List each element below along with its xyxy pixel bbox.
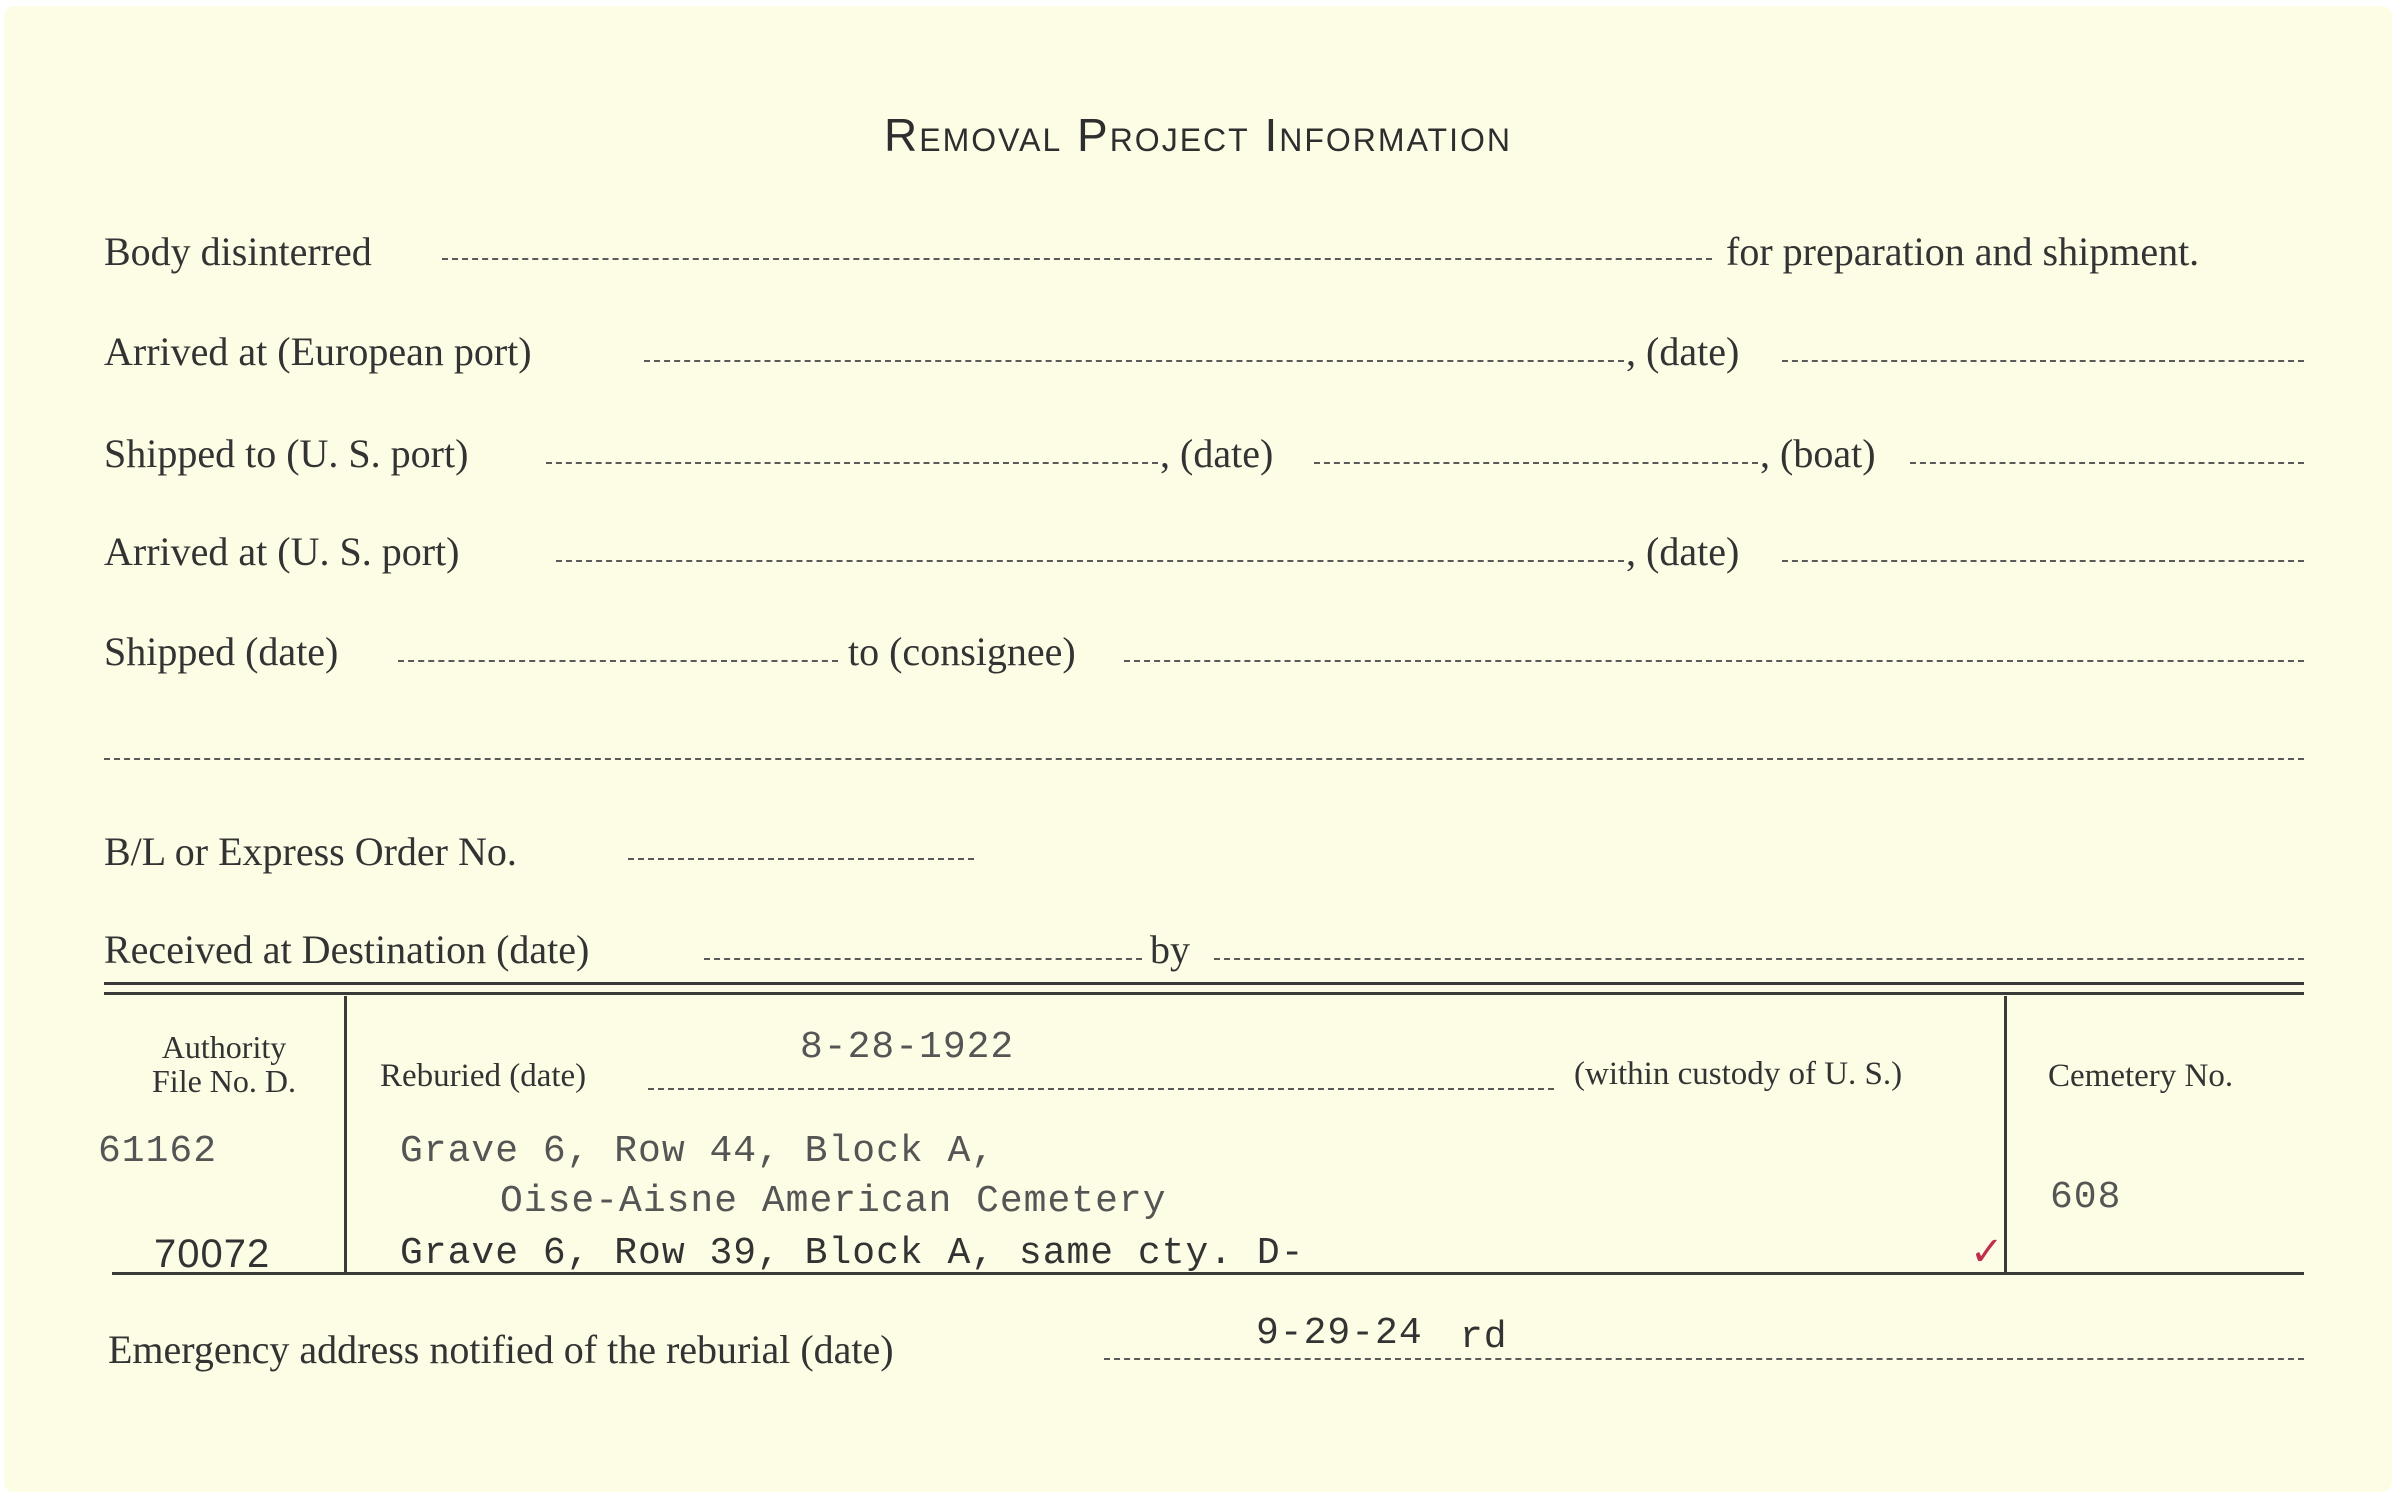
cemetery-number: 608 — [2050, 1176, 2122, 1219]
body-disinterred-label: Body disinterred — [104, 229, 372, 274]
arrived-us-date-field[interactable] — [1782, 560, 2304, 562]
grave-line-1: Grave 6, Row 44, Block A, — [400, 1130, 996, 1173]
consignee-continuation-field[interactable] — [104, 758, 2304, 760]
consignee-label: to (consignee) — [848, 629, 1076, 674]
shipped-date-only-label: Shipped (date) — [104, 629, 339, 674]
shipped-date-only-field[interactable] — [398, 660, 838, 662]
table-top-rule-2 — [104, 992, 2304, 995]
authority-header — [114, 1030, 334, 1098]
received-by-field[interactable] — [1214, 958, 2304, 960]
card-title: Removal Project Information — [884, 109, 1512, 161]
reburied-date-label: Reburied (date) — [380, 1058, 587, 1094]
received-by-label: by — [1150, 927, 1190, 972]
emergency-date-field[interactable] — [1104, 1358, 2304, 1360]
received-date-field[interactable] — [704, 958, 1142, 960]
arrived-us-port-label: Arrived at (U. S. port) — [104, 529, 460, 574]
boat-label: , (boat) — [1760, 431, 1876, 476]
file-number-1: 61162 — [98, 1130, 218, 1173]
shipped-date-label: , (date) — [1160, 431, 1274, 476]
received-destination-label: Received at Destination (date) — [104, 927, 590, 972]
arrived-european-port-label: Arrived at (European port) — [104, 329, 532, 374]
authority-header-line-2: File No. D. — [152, 1063, 296, 1099]
bl-express-order-label: B/L or Express Order No. — [104, 829, 517, 874]
boat-field[interactable] — [1910, 462, 2304, 464]
european-date-label: , (date) — [1626, 329, 1740, 374]
grave-line-2: Oise-Aisne American Cemetery — [500, 1180, 1167, 1223]
check-mark-icon: ✓ — [1970, 1229, 2004, 1274]
reburied-date-field[interactable] — [648, 1088, 1554, 1090]
authority-header-line-1: Authority — [161, 1029, 287, 1065]
emergency-initials: rd — [1460, 1316, 1508, 1359]
emergency-date-value: 9-29-24 — [1256, 1312, 1423, 1355]
emergency-address-label: Emergency address notified of the reburial (date) — [108, 1327, 894, 1372]
grave-line-3: Grave 6, Row 39, Block A, same cty. D- — [400, 1232, 1305, 1275]
arrived-us-port-field[interactable] — [556, 560, 1624, 562]
european-date-field[interactable] — [1782, 360, 2304, 362]
table-bottom-rule — [112, 1272, 2304, 1275]
table-divider-right — [2004, 996, 2007, 1274]
table-divider-left — [344, 996, 347, 1274]
arrived-us-date-label: , (date) — [1626, 529, 1740, 574]
european-port-field[interactable] — [644, 360, 1624, 362]
table-top-rule-1 — [104, 982, 2304, 985]
body-disinterred-field[interactable] — [442, 258, 1712, 260]
us-port-field[interactable] — [546, 462, 1158, 464]
cemetery-no-header: Cemetery No. — [2048, 1058, 2234, 1094]
shipped-us-port-label: Shipped to (U. S. port) — [104, 431, 469, 476]
removal-card — [4, 6, 2392, 1492]
custody-label: (within custody of U. S.) — [1574, 1056, 1903, 1092]
preparation-shipment-label: for preparation and shipment. — [1726, 229, 2200, 274]
bl-express-order-field[interactable] — [628, 858, 974, 860]
reburied-date-value: 8-28-1922 — [800, 1026, 1015, 1069]
shipped-date-field[interactable] — [1314, 462, 1758, 464]
consignee-field[interactable] — [1124, 660, 2304, 662]
file-number-2: 70072 — [154, 1232, 271, 1276]
